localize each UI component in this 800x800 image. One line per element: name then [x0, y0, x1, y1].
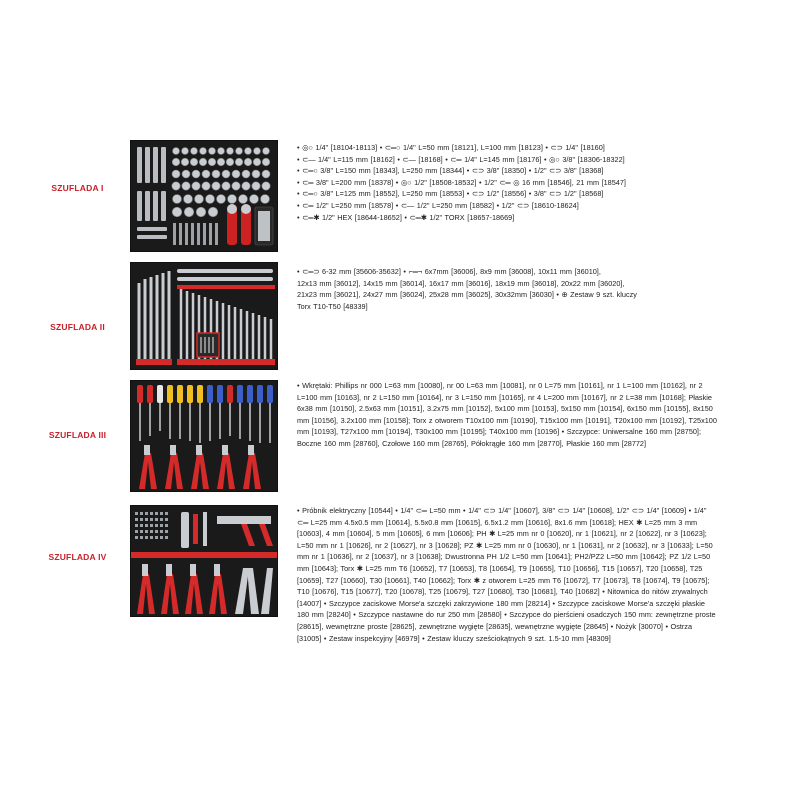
item-line: • ⊂═○ 3/8" L=125 mm [18552], L=250 mm [18553] • ⊂⊃ 1/2" [18556] • 3/8" ⊂⊃ 1/2" [18568]: [297, 189, 604, 199]
socket-tray-graphic: [131, 141, 278, 252]
item-line: • ⊂— 1/4" L=115 mm [18162] • ⊂— [18168] • ⊂═ 1/4" L=145 mm [18176] • ◎○ 3/8" [18306-18322]: [297, 154, 625, 164]
item-line: • ⊂═✱ 1/2" HEX [18644-18652] • ⊂═✱ 1/2" TORX [18657-18669]: [297, 212, 515, 222]
drawer-label: SZUFLADA IV: [48, 552, 107, 562]
item-line: Torx T10-T50 [48339]: [297, 301, 368, 311]
drawer-label: SZUFLADA III: [48, 430, 107, 440]
mixed-tools-tray-graphic: [131, 506, 278, 617]
item-line: 21x23 mm [36021], 24x27 mm [36024], 25x28 mm [36025], 30x32mm [36030] • ⊕ Zestaw 9 szt. kluczy: [297, 290, 637, 300]
item-line: • ⊂═○ 3/8" L=150 mm [18343], L=250 mm [18344] • ⊂⊃ 3/8" [18350] • 1/2" ⊂⊃ 3/8" [18368]: [297, 166, 604, 176]
drawer-description: [297, 505, 717, 644]
wrench-set-tray-photo: [130, 262, 278, 370]
item-line: • ◎○ 1/4" [18104-18113] • ⊂═○ 1/4" L=50 mm [18121], L=100 mm [18123] • ⊂⊃ 1/4" [18160]: [297, 143, 605, 152]
drawer-label: SZUFLADA I: [51, 183, 104, 193]
item-line: • ⊂═ 1/2" L=250 mm [18578] • ⊂— 1/2" L=250 mm [18582] • 1/2" ⊂⊃ [18610-18624]: [297, 200, 579, 210]
item-paragraph: • Wkrętaki: Phillips nr 000 L=63 mm [10080], nr 00 L=63 mm [10081], nr 0 L=75 mm [10161], nr 1 L=100 mm [10162], nr 2 L=100 mm [10163], nr 2 L=150 mm [10164], nr 3 L=150 mm [10165], nr 4 L=200 mm [10167], nr 2 L=38 mm [10168]; Płaskie 6x38 mm [10150], 2.5x63 mm [10151], 3.2x75 mm [10152], 5x100 mm [10153], 5x150 mm [10154], 6x150 mm [10155], 8x150 mm [10156], 3.2x100 mm [10158]; Torx z otworem T10x100 mm [10190], T15x100 mm [10191], T20x100 mm [10192], T25x100 mm [10193], T27x100 mm [10194], T30x100 mm [10195]; T40x100 mm [10196] • Szczypce: Uniwersalne 160 mm [28750]; Boczne 160 mm [28760], Czołowe 160 mm [28765], Półokrągłe 160 mm [28770], Płaskie 160 mm [28772]: [297, 381, 717, 448]
item-paragraph: • Próbnik elektryczny [10544] • 1/4" ⊂═ L=50 mm • 1/4" ⊂⊃ 1/4" [10607], 3/8" ⊂⊃ 1/4" [10608], 1/2" ⊂⊃ 1/4" [10609] • 1/4" ⊂═ L=25 mm 4.5x0.5 mm [10614], 5.5x0.8 mm [10615], 6.5x1.2 mm [10616], 8x1.6 mm [10618]; HEX ✱ L=25 mm 3 mm [10603], 4 mm [10604], 5 mm [10605], 6 mm [10606]; PH ✱ L=25 mm nr 0 [10620], nr 1 [10621], nr 2 [10622], nr 3 [10623]; L=50 mm nr 1 [10626], nr 2 [10627], nr 3 [10628]; PZ ✱ L=25 mm nr 0 [10630], nr 1 [10631], nr 2 [10632], nr 3 [10633]; L=50 mm nr 1 [10636], nr 2 [10637], nr 3 [10638]; Dwustronna PH 1/2 L=50 mm [10641]; PH2/PZ2 L=50 mm [10642]; PZ 1/2 L=50 mm [10643]; Torx ✱ L=25 mm T6 [10652], T7 [10653], T8 [10654], T9 [10655], T10 [10656], T15 [10657], T20 [10658], T25 [10659], T27 [10660], T30 [10661], T40 [10662]; Torx ✱ z otworem L=25 mm T6 [10672], T7 [10673], T8 [10674], T9 [10675]; T10 [10676], T15 [10677], T20 [10678], T25 [10679], T27 [10680], T30 [10681], T40 [10682] • Nitownica do nitów zrywalnych [14007] • Szczypce zaciskowe Morse'a szczęki zakrzywione 180 mm [28214] • Szczypce zaciskowe Morse'a szczęki płaskie 180 mm [28240] • Szczypce nastawne do rur 250 mm [28580] • Szczypce do pierścieni osadczych 150 mm: zewnętrzne proste [28615], wewnętrzne proste [28625], zewnętrzne wygięte [28635], wewnętrzne wygięte [28645] • Nożyk [30070] • Ostrza [31005] • Zestaw inspekcyjny [46979] • Zestaw kluczy sześciokątnych 9 szt. 1.5-10 mm [48309]: [297, 506, 716, 643]
drawer-description: [297, 142, 717, 223]
item-line: • ⊂═⊃ 6-32 mm [35606-35632] • ⌐═¬ 6x7mm [36006], 8x9 mm [36008], 10x11 mm [36010],: [297, 267, 601, 276]
mixed-tools-tray-photo: [130, 505, 278, 617]
screwdriver-pliers-tray-photo: [130, 380, 278, 492]
wrench-tray-graphic: [131, 263, 278, 370]
drawer-description: [297, 266, 717, 312]
item-line: • ⊂═ 3/8" L=200 mm [18378] • ◎○ 1/2" [18508-18532] • 1/2" ⊂═ ◎ 16 mm [18546], 21 mm [18547]: [297, 177, 626, 187]
item-line: 12x13 mm [36012], 14x15 mm [36014], 16x17 mm [36016], 18x19 mm [36018], 20x22 mm [36020],: [297, 278, 625, 288]
socket-set-tray-photo: [130, 140, 278, 252]
drawer-label: SZUFLADA II: [50, 322, 105, 332]
drawer-description: [297, 380, 717, 450]
screwdriver-tray-graphic: [131, 381, 278, 492]
